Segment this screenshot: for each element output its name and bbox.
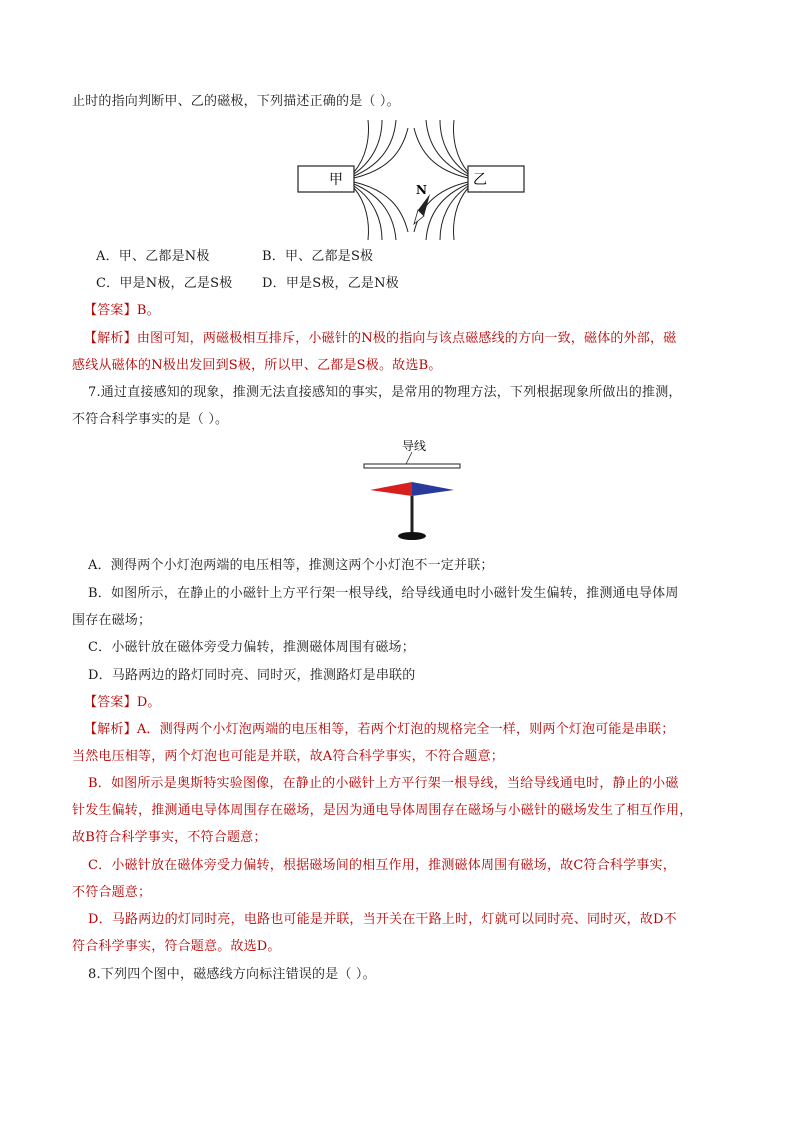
q6-option-d: D．甲是S极，乙是N极 [262, 276, 399, 291]
q8-stem: 8.下列四个图中，磁感线方向标注错误的是（ ）。 [88, 967, 376, 982]
analysis-tag: 【解析】 [84, 331, 137, 346]
q7-analysis-c2: 不符合题意； [72, 885, 152, 900]
q7-option-b-line1: B．如图所示，在静止的小磁针上方平行架一根导线，给导线通电时小磁针发生偏转，推测通电导体周 [88, 586, 679, 601]
q6-option-a: A．甲、乙都是N极 [96, 249, 210, 264]
q7-analysis-b3: 故B符合科学事实，不符合题意； [72, 830, 267, 845]
answer-value: D。 [136, 695, 161, 710]
wire [364, 464, 460, 468]
magnet-right-label: 乙 [473, 172, 487, 188]
q7-stem-line2: 不符合科学事实的是（ ）。 [72, 412, 229, 427]
q6-analysis-line2: 感线从磁体的N极出发回到S极，所以甲、乙都是S极。故选B。 [72, 358, 442, 373]
q7-answer [84, 693, 161, 713]
q6-stem-line2: 止时的指向判断甲、乙的磁极，下列描述正确的是（ ）。 [72, 94, 400, 109]
q7-option-d: D．马路两边的路灯同时亮、同时灭，推测路灯是串联的 [88, 668, 416, 683]
magnet-left-label: 甲 [329, 172, 343, 188]
compass-needle-icon [370, 482, 454, 496]
q6-analysis-line1 [84, 329, 676, 349]
q7-option-c: C．小磁针放在磁体旁受力偏转，推测磁体周围有磁场； [88, 640, 415, 655]
compass-needle-icon [414, 194, 430, 224]
needle-n-label: N [416, 183, 427, 197]
answer-tag: 【答案】 [84, 695, 137, 710]
analysis-text: 由图可知，两磁极相互排斥，小磁针的N极的指向与该点磁感线的方向一致，磁体的外部，磁 [136, 331, 677, 346]
q6-option-b: B．甲、乙都是S极 [262, 249, 374, 264]
q7-analysis-b2: 针发生偏转，推测通电导体周围存在磁场，是因为通电导体周围存在磁场与小磁针的磁场发生了相互作用， [72, 803, 693, 818]
q7-stem-line1: 7.通过直接感知的现象，推测无法直接感知的事实，是常用的物理方法，下列根据现象所做出的推测， [88, 385, 682, 400]
analysis-tag: 【解析】 [84, 722, 137, 737]
q7-option-b-line2: 围存在磁场； [72, 613, 152, 628]
answer-tag: 【答案】 [84, 303, 137, 318]
analysis-text: A．测得两个小灯泡两端的电压相等，若两个灯泡的规格完全一样，则两个灯泡可能是串联； [136, 722, 675, 737]
answer-value: B。 [136, 303, 160, 318]
q7-oersted-figure [360, 436, 464, 548]
q7-analysis-a1 [84, 720, 674, 740]
q7-analysis-c1: C．小磁针放在磁体旁受力偏转，根据磁场间的相互作用，推测磁体周围有磁场，故C符合科学事实， [88, 858, 676, 873]
magnet-left [298, 166, 354, 192]
q7-analysis-b1: B．如图所示是奥斯特实验图像，在静止的小磁针上方平行架一根导线，当给导线通电时，静止的小磁 [88, 776, 679, 791]
q7-analysis-d2: 符合科学事实，符合题意。故选D。 [72, 939, 281, 954]
q7-analysis-a2: 当然电压相等，两个灯泡也可能是并联，故A符合科学事实，不符合题意； [72, 749, 504, 764]
q7-option-a: A．测得两个小灯泡两端的电压相等，推测这两个小灯泡不一定并联； [88, 558, 494, 573]
q6-answer [84, 301, 160, 321]
q6-magnet-figure [296, 118, 528, 242]
q7-analysis-d1: D．马路两边的灯同时亮，电路也可能是并联，当开关在干路上时，灯就可以同时亮、同时灭，故D不 [88, 912, 677, 927]
wire-label: 导线 [401, 439, 427, 453]
q6-option-c: C．甲是N极，乙是S极 [96, 276, 233, 291]
